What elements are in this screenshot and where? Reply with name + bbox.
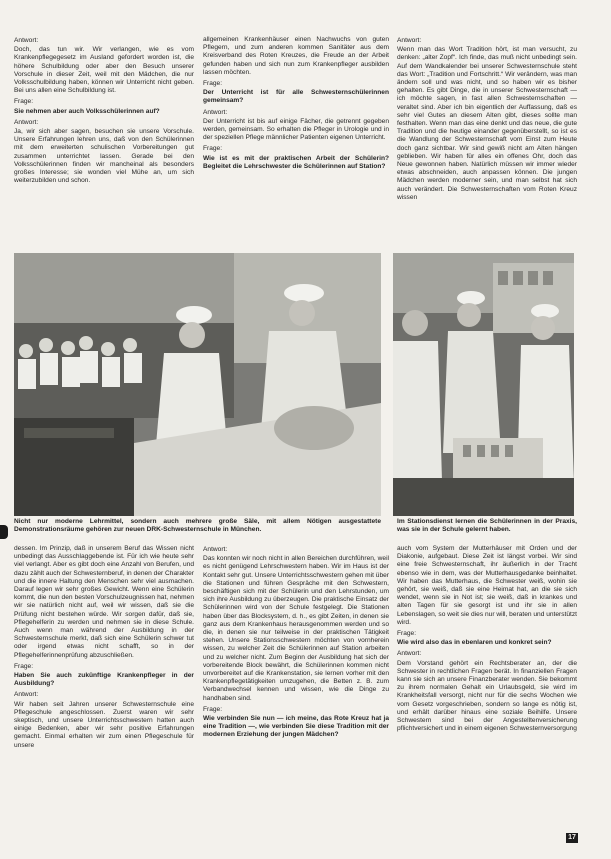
- photo-caption-left: Nicht nur moderne Lehrmittel, sondern auch mehrere große Säle, mit allem Nötigen ausgestattete Demonstrationsräume gehören zur neuen DRK-Schwesternschule in München.: [14, 518, 381, 533]
- text-column-top-2: [203, 36, 389, 250]
- question-text: Haben Sie auch zukünftige Krankenpfleger in der Ausbildung?: [14, 672, 194, 688]
- answer-text: Wenn man das Wort Tradition hört, ist man versucht, zu denken: „alter Zopf“. Ich finde, das muß nicht unbedingt sein. Auf dem Wandkalender bei unserer Schwesternschule steht das Wort: „Tradition und Fortschritt.“ Wir verändern, was man ändern soll und was nicht, und so haben wir es bisher gehalten. Es gibt Dinge, die in unserer Schwesternschaft — ich möchte sagen, in fast allen Schwesternschaften — veraltet sind. Aber ich bin eigentlich der Auffassung, daß es sehr viel Gutes an diesem Alten gibt, dieses sollte man festhalten. Wenn man das eine denkt und das neue, die gute Tradition und die heutige einander gegenüberstellt, so ist es die Wandlung der Schwesternschaft vom Einst zum Heute doch ganz sichtbar. Wir sind gewiß nicht am Alten hängen geblieben. Wir haben für alles ein offenes Ohr, doch das Neue gewonnen haben. Natürlich müssen wir immer wieder etwas abschneiden, auch anpassen können. Die jungen Mädchen werden moderner sein, und man selbst hat sich auch verändert. Die Schwesternschaften vom Roten Kreuz wissen: [397, 46, 577, 201]
- answer-label: Antwort:: [203, 108, 228, 116]
- ward-photo-illustration: [393, 253, 574, 516]
- answer-text: Wir haben seit Jahren unserer Schwesternschule eine Pflegeschule angeschlossen. Zuerst waren wir sehr skeptisch, und unsere Unterrichtsschwestern hatten auch einige Bedenken, aber wir sehr positive Erfahrungen gemacht. Einmal erhalten wir zum einen Pflegeschule für unsere: [14, 700, 194, 749]
- answer-text: Der Unterricht ist bis auf einige Fächer, die getrennt gegeben werden, gemeinsam. So erhalten die Pfleger in Urologie und in der speziellen Pflege männlicher Patienten eigenen Unterricht.: [203, 117, 389, 142]
- question-text: Wie ist es mit der praktischen Arbeit der Schülerin? Begleitet die Lehrschwester die Schülerinnen auf Station?: [203, 154, 389, 170]
- question-label: Frage:: [203, 80, 223, 88]
- ward-practice-photo: [393, 253, 574, 516]
- answer-label: Antwort:: [397, 650, 422, 658]
- answer-text: Dem Vorstand gehört ein Rechtsberater an, der die Schwester in rechtlichen Fragen berät. In finanziellen Fragen kann sie sich an unsere Finanzberater wenden. Sie bekommt zu ihrem normalen Gehalt ein Urlaubsgeld, sie wird im Krankheitsfall versorgt, nicht nur für die sechs Wochen wie vom Gesetz vorgeschrieben, sondern so lange es nötig ist, und erhält darüber hinaus eine soziale Beihilfe. Unsere Schwestern sind bei der Angestelltenversicherung pflichtversichert und in einem eigenen Schwesternversorgung: [397, 659, 577, 733]
- question-label: Frage:: [397, 630, 417, 638]
- answer-label: Antwort:: [14, 37, 39, 44]
- question-label: Frage:: [14, 662, 34, 670]
- paragraph: allgemeinen Krankenhäuser einen Nachwuchs von guten Pflegern, und zum anderen kommen Sanitäter aus dem Kreisverband des Roten Kreuzes, die Freude an der Arbeit gefunden haben und sich nun zum Krankenpfleger ausbilden lassen möchten.: [203, 36, 389, 76]
- photo-caption-right: Im Stationsdienst lernen die Schülerinnen in der Praxis, was sie in der Schule gelernt haben.: [397, 518, 577, 533]
- text-column-bottom-1: [14, 545, 194, 845]
- paragraph: dessen. Im Prinzip, daß in unserem Beruf das Wissen nicht unbedingt das Ausschlaggebende ist. Für ich wie heute sehr viel verlangt. Aber es gibt doch eine Anzahl von Berufen, und dazu zählt auch der Schwesternberuf, in denen der Charakter und die innere Haltung den Menschen sehr viel ausmachen. Darauf legen wir sehr großes Gewicht. Wenn eine Schülerin kommt, die nun den besten Vorschulzeugnissen hat, nehmen wir sie natürlich nicht auf, weil wir wissen, daß sie die Prüfung nicht bestehen würde. Wir sorgen dafür, daß sie, Pflegehelferin zu werden und nehmen sie in diese Schule. Auch wenn man während der Ausbildung in der Schwesternschule merkt, daß sich eine Schülerin schwer tut oder irgend etwas nicht schafft, so in der Pflegehelferinnenprüfung abzuschließen.: [14, 545, 194, 659]
- question-text: Der Unterricht ist für alle Schwesternschülerinnen gemeinsam?: [203, 89, 389, 105]
- text-column-top-1: [14, 36, 194, 250]
- paragraph: auch vom System der Mutterhäuser mit Orden und der Diakonie, aufgebaut. Diese Zeit ist längst vorbei. Wir sind eine freie Schwesternschaft, ihr äußerlich in der Tracht ebenso wie in dem, was der Mutterhausgedanke beinhaltet. Wir haben das Mutterhaus, die Schwester weiß, wohin sie gehört, sie weiß, daß sie eine Heimat hat, an die sie sich wendet, wenn sie in Not ist; sie weiß, daß in krankes und alten Tagen für sie gesorgt ist und ihr sie in allen Lebenslagen, so weit sie dies nur will, beraten und unterstützt wird.: [397, 545, 577, 626]
- question-text: Wie verbinden Sie nun — ich meine, das Rote Kreuz hat ja eine Tradition —, wie verbinden Sie diese Tradition mit der modernen Erziehung der jungen Mädchen?: [203, 715, 389, 739]
- binding-mark: [0, 525, 8, 539]
- answer-label: Antwort:: [14, 691, 39, 699]
- text-column-bottom-2: [203, 545, 389, 845]
- answer-label: Antwort:: [14, 118, 39, 126]
- answer-text: Das konnten wir noch nicht in allen Bereichen durchführen, weil es nicht genügend Lehrschwestern haben. Wir im Haus ist der Kontakt sehr gut. Unsere Unterrichtsschwestern gehen mit über die Stationen und führen Gespräche mit den Schwestern, beschäftigen sich mit der Schülerin und den Lehrstunden, um sich ihre Ausbildung zu überzeugen. Die praktische Einsatz der Schülerinnen wird von der Schule festgelegt. Die Stationen haben über das Blocksystem, d. h., es gibt Zeiten, in denen sie ganz aus dem Krankenhaus herausgenommen werden und so die, in denen sie nur teilweise in der praktischen Tätigkeit stehen. Unsere Stationsschwestern möchten von vornherein wissen, zu welcher Zeit die Schülerinnen auf Station arbeiten und zu welcher nicht. Zum Beginn der Ausbildung hat sich der vorbereitende Block bewährt, die Schülerinnen kommen nicht unvorbereitet auf die Krankenstation, sie lernen vorher mit den Krankenpflegetätigkeiten umzugehen, die Betten z. B. zum Verbandwechsel kennen und wissen, wie die Dinge zu handhaben sind.: [203, 555, 389, 702]
- answer-text: Ja, wir sich aber sagen, besuchen sie unsere Vorschule. Unsere Erfahrungen lehren uns, daß von den Schülerinnen mit dem erweiterten schulischen Vorbereitungen gut zusammen unterrichtet lassen. Gerade bei den Volksschülerinnen finden wir mancheinal als besonders großes Interesse; sie wonden viel Mühe an, um sich weiterzubilden und schon.: [14, 128, 194, 185]
- question-text: Wie wird also das in ebenlaren und konkret sein?: [397, 639, 552, 647]
- answer-text: Doch, das tun wir. Wir verlangen, wie es vom Krankenpflegegesetz im Ausland gefordert worden ist, die höhere Schulbildung oder aber den Besuch unserer Vorschule in dieser Zeit, weil mit den Mädchen, die nur Volksschulbildung haben, können wir Unterricht nicht geben. Bei uns allen eine Schulbildung ist.: [14, 46, 194, 95]
- question-label: Frage:: [203, 705, 223, 713]
- text-column-top-3: [397, 36, 577, 250]
- classroom-photo-illustration: [14, 253, 381, 516]
- answer-label: Antwort:: [203, 546, 228, 553]
- classroom-demonstration-photo: [14, 253, 381, 516]
- answer-label: Antwort:: [397, 37, 422, 44]
- page-number: 17: [566, 833, 578, 843]
- question-label: Frage:: [203, 145, 223, 153]
- question-text: Sie nehmen aber auch Volksschülerinnen auf?: [14, 107, 160, 115]
- question-label: Frage:: [14, 98, 34, 106]
- text-column-bottom-3: [397, 545, 577, 845]
